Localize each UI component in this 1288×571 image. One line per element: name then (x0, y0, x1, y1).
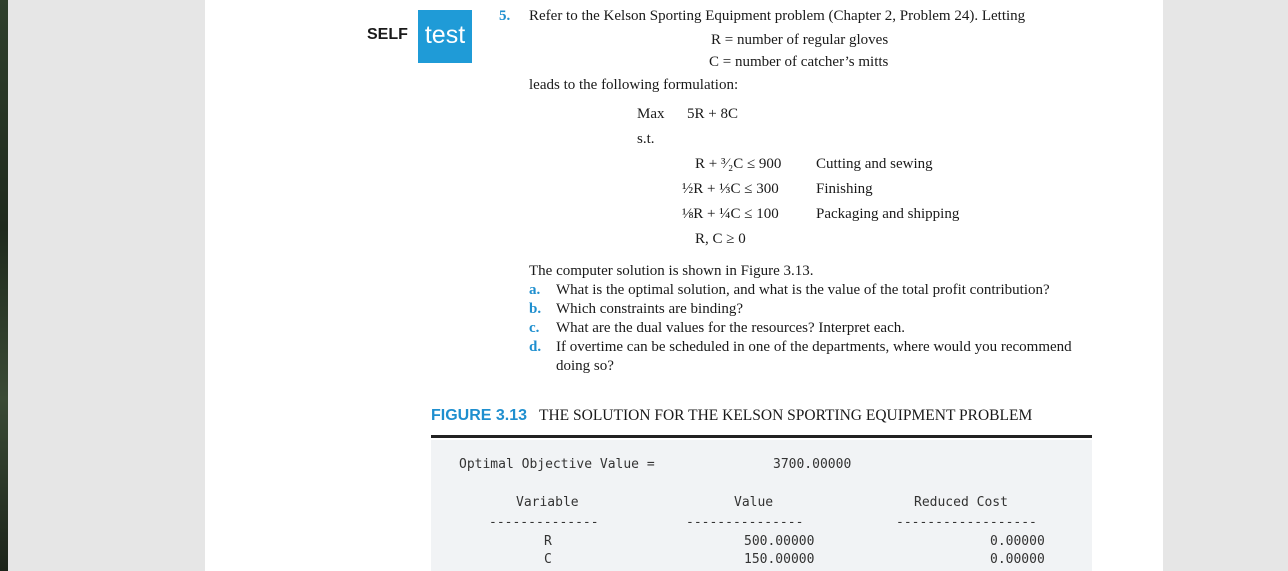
constraint-label: Cutting and sewing (816, 156, 933, 172)
column-header-value: Value (734, 495, 774, 510)
constraint-expr: ⅛R + ¼C ≤ 100 (682, 206, 779, 222)
self-test-badge-self: SELF (367, 26, 408, 43)
column-header-variable: Variable (516, 495, 579, 510)
figure-label: FIGURE 3.13 (431, 407, 528, 424)
problem-intro: Refer to the Kelson Sporting Equipment problem (Chapter 2, Problem 24). Letting (529, 8, 1026, 24)
formulation-lead: leads to the following formulation: (529, 77, 739, 93)
problem-number: 5. (499, 8, 511, 24)
question-text-continued: doing so? (556, 358, 614, 374)
question-text: If overtime can be scheduled in one of the departments, where would you recommend (556, 339, 1072, 355)
max-label: Max (637, 106, 665, 122)
objective-value: 3700.00000 (773, 457, 852, 472)
dash-separator: ------------------ (896, 515, 1037, 530)
row-reduced-cost: 0.00000 (990, 552, 1045, 567)
question-letter: a. (529, 282, 541, 298)
row-variable: R (544, 534, 552, 549)
constraint-expr: R + ³⁄₂C ≤ 900 (695, 156, 782, 172)
variable-r-definition: R = number of regular gloves (711, 32, 889, 48)
figure-rule (431, 435, 1092, 438)
constraint-label: Packaging and shipping (816, 206, 960, 222)
dash-separator: -------------- (489, 515, 599, 530)
row-reduced-cost: 0.00000 (990, 534, 1045, 549)
nonnegativity-constraint: R, C ≥ 0 (695, 231, 746, 247)
row-value: 500.00000 (744, 534, 815, 549)
question-text: Which constraints are binding? (556, 301, 744, 317)
row-value: 150.00000 (744, 552, 815, 567)
question-letter: d. (529, 339, 542, 355)
constraint-expr: ½R + ⅓C ≤ 300 (682, 181, 779, 197)
solution-reference: The computer solution is shown in Figure 3.13. (529, 263, 814, 279)
subject-to-label: s.t. (637, 131, 655, 147)
variable-c-definition: C = number of catcher’s mitts (709, 54, 889, 70)
question-text: What is the optimal solution, and what is the value of the total profit contribution? (556, 282, 1050, 298)
question-letter: b. (529, 301, 542, 317)
column-header-reduced-cost: Reduced Cost (914, 495, 1008, 510)
row-variable: C (544, 552, 552, 567)
figure-title: THE SOLUTION FOR THE KELSON SPORTING EQUIPMENT PROBLEM (539, 407, 1033, 424)
background-window-strip (0, 0, 8, 571)
dash-separator: --------------- (686, 515, 804, 530)
objective-function: 5R + 8C (687, 106, 738, 122)
question-text: What are the dual values for the resources? Interpret each. (556, 320, 905, 336)
self-test-badge-test: test (418, 10, 472, 63)
question-letter: c. (529, 320, 540, 336)
objective-value-label: Optimal Objective Value = (459, 457, 655, 472)
constraint-label: Finishing (816, 181, 873, 197)
